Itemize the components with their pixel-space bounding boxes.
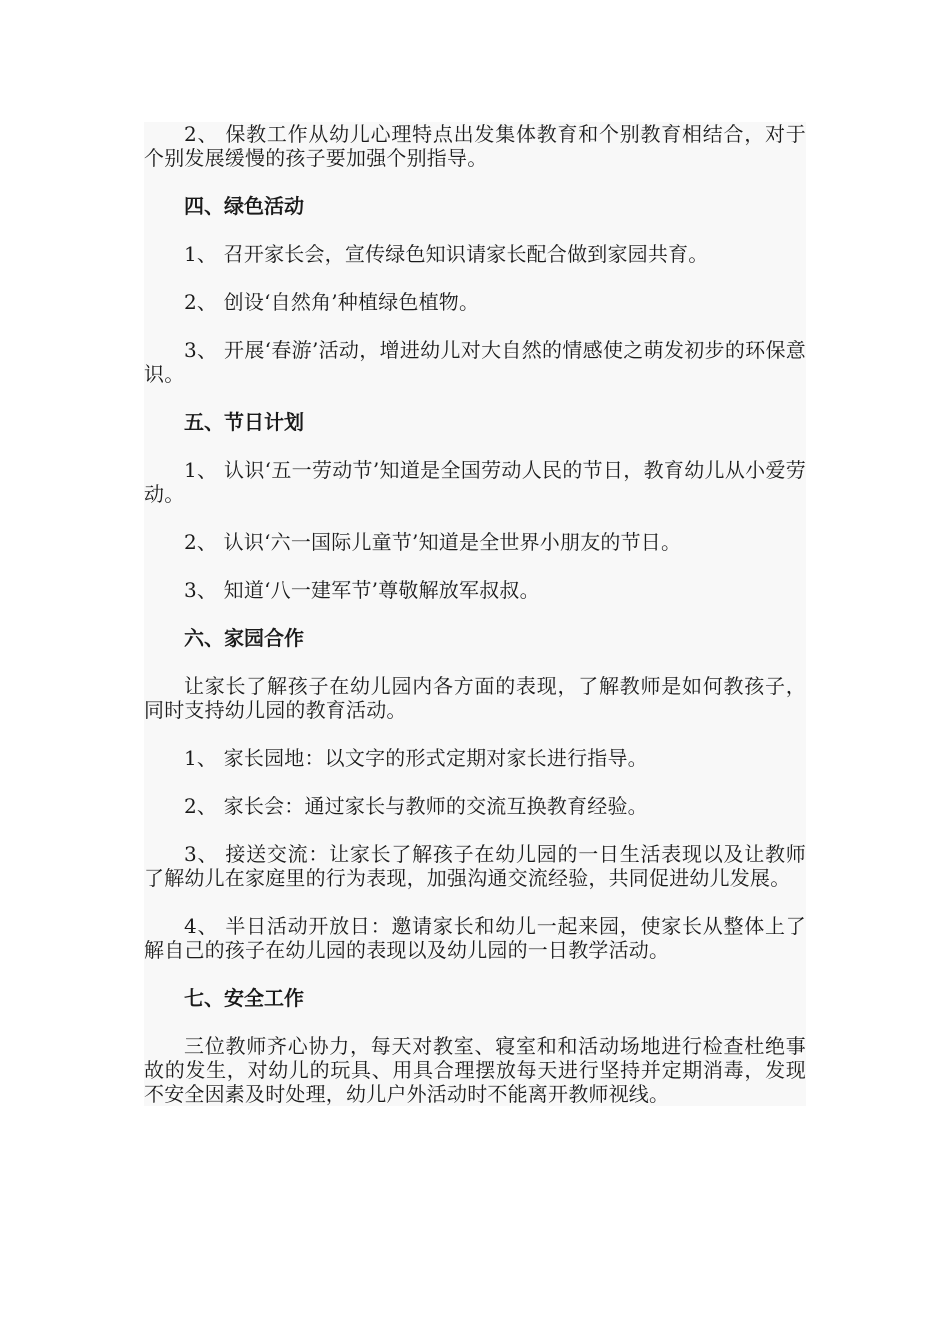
section-heading: 四、绿色活动 [184, 194, 304, 218]
paragraph: 1、 召开家长会，宣传绿色知识请家长配合做到家园共育。 [184, 242, 709, 266]
paragraph: 让家长了解孩子在幼儿园内各方面的表现，了解教师是如何教孩子，同时支持幼儿园的教育活动。 [144, 674, 806, 722]
document-body [144, 122, 806, 1106]
section-heading: 七、安全工作 [184, 986, 304, 1010]
paragraph: 2、 创设‘自然角’种植绿色植物。 [184, 290, 480, 314]
paragraph: 三位教师齐心协力，每天对教室、寝室和和活动场地进行检查杜绝事故的发生，对幼儿的玩具、用具合理摆放每天进行坚持并定期消毒，发现不安全因素及时处理，幼儿户外活动时不能离开教师视线。 [144, 1034, 806, 1106]
paragraph: 2、 家长会：通过家长与教师的交流互换教育经验。 [184, 794, 648, 818]
paragraph: 1、 认识‘五一劳动节’知道是全国劳动人民的节日，教育幼儿从小爱劳动。 [144, 458, 806, 506]
paragraph: 3、 开展‘春游’活动，增进幼儿对大自然的情感使之萌发初步的环保意识。 [144, 338, 806, 386]
paragraph: 2、 认识‘六一国际儿童节’知道是全世界小朋友的节日。 [184, 530, 682, 554]
paragraph: 2、 保教工作从幼儿心理特点出发集体教育和个别教育相结合，对于个别发展缓慢的孩子要加强个别指导。 [144, 122, 806, 170]
paragraph: 4、 半日活动开放日：邀请家长和幼儿一起来园，使家长从整体上了解自己的孩子在幼儿园的表现以及幼儿园的一日教学活动。 [144, 914, 806, 962]
paragraph: 3、 接送交流：让家长了解孩子在幼儿园的一日生活表现以及让教师了解幼儿在家庭里的行为表现，加强沟通交流经验，共同促进幼儿发展。 [144, 842, 806, 890]
section-heading: 五、节日计划 [184, 410, 304, 434]
paragraph: 1、 家长园地：以文字的形式定期对家长进行指导。 [184, 746, 648, 770]
section-heading: 六、家园合作 [184, 626, 304, 650]
paragraph: 3、 知道‘八一建军节’尊敬解放军叔叔。 [184, 578, 540, 602]
